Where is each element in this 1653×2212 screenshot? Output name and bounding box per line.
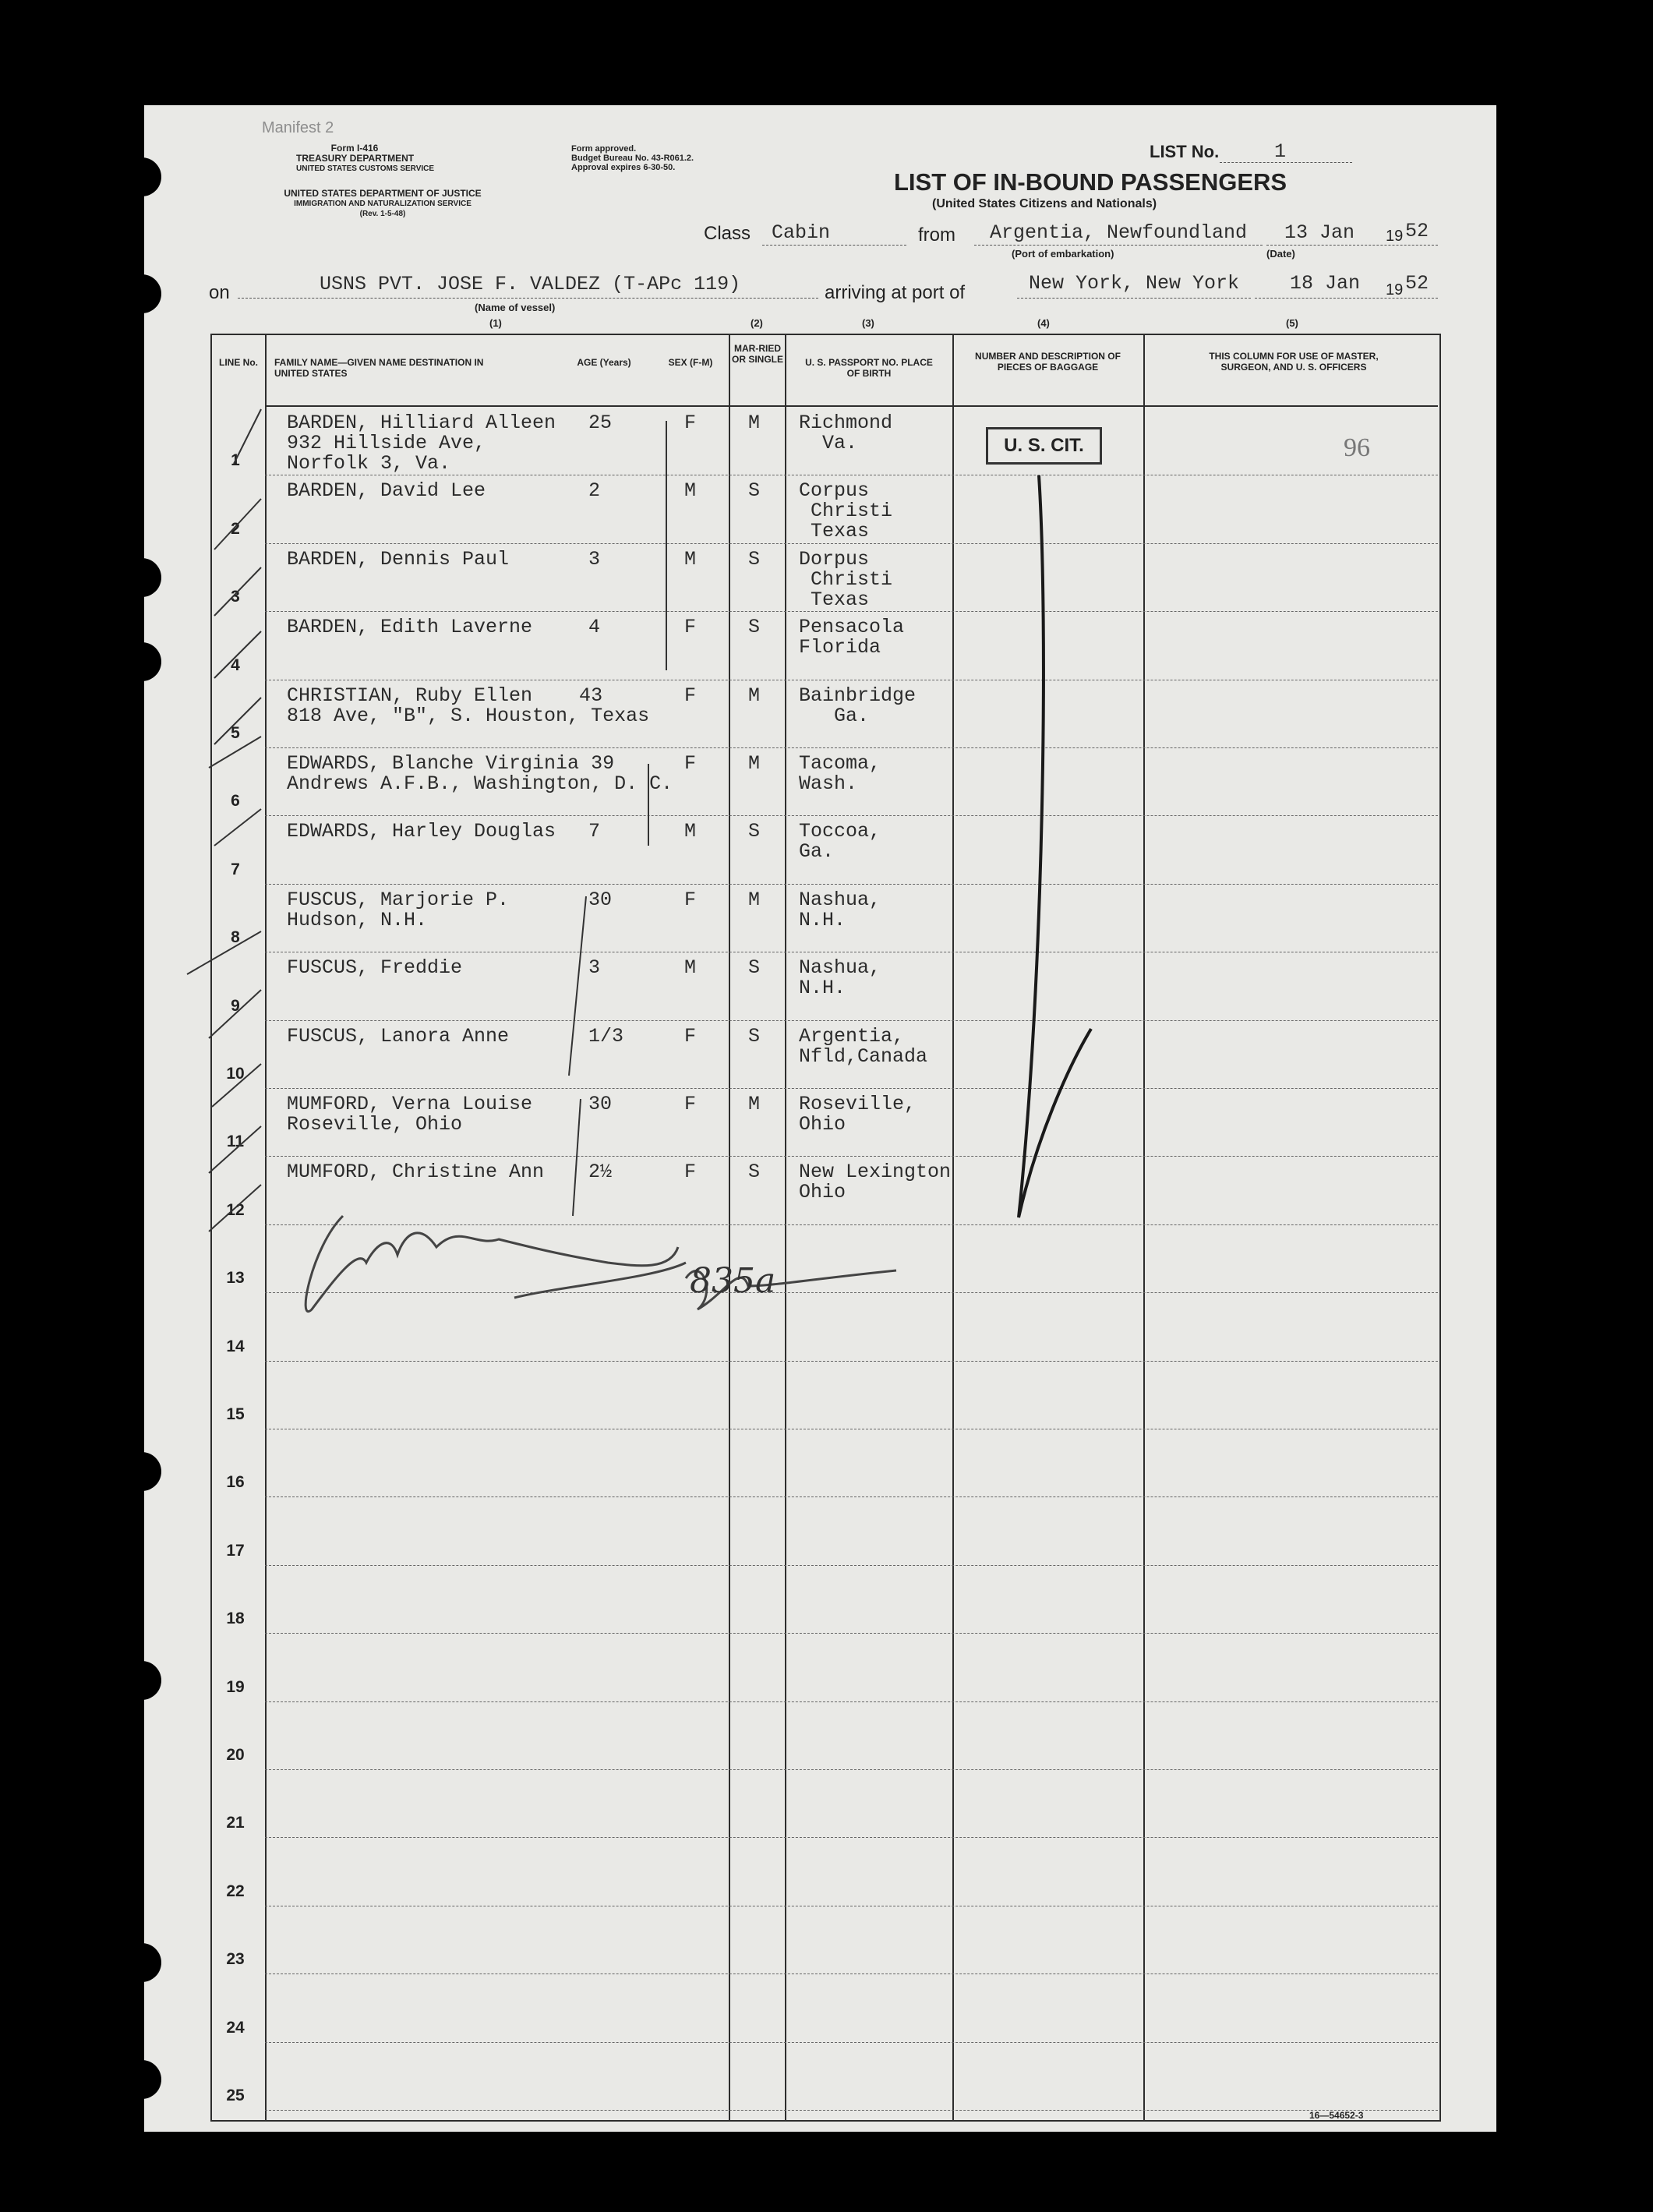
arrival-date: 18 Jan [1290,272,1361,295]
cell-ms: M [748,888,761,911]
cell-name: CHRISTIAN, Ruby Ellen 43 818 Ave, "B", S. Houston, Texas [287,684,650,727]
col-number: (4) [1037,317,1050,329]
port-of-embarkation: Argentia, Newfoundland [990,221,1248,244]
line-number: 12 [226,1200,245,1219]
cell-sex: F [684,684,697,707]
page-subtitle: (United States Citizens and Nationals) [932,197,1157,210]
cell-birth: Richmond Va. [799,412,893,454]
cell-ms: S [748,1024,761,1048]
cell-name: BARDEN, Dennis Paul [287,547,510,571]
line-number: 4 [231,655,240,674]
cell-name: EDWARDS, Harley Douglas [287,820,556,843]
margin-ticks [187,409,261,1231]
cell-age: 2 [588,479,601,503]
cell-ms: S [748,820,761,843]
cell-birth: Tacoma, Wash. [799,752,881,795]
department-line: IMMIGRATION AND NATURALIZATION SERVICE [294,200,472,208]
line-number: 25 [226,2087,245,2104]
line-number: 20 [226,1746,245,1764]
line-number: 9 [231,996,240,1015]
arrival-port: New York, New York [1029,272,1240,295]
cell-ms: M [748,412,761,434]
cell-age: 7 [588,820,601,843]
cell-sex: M [684,956,697,980]
year-prefix: 19 [1386,228,1404,245]
line-number: 13 [226,1269,245,1288]
cell-sex: F [684,1161,697,1184]
footer-code: 16—54652-3 [1309,2110,1364,2121]
cell-sex: M [684,820,697,843]
line-number: 19 [226,1677,245,1696]
line-number: 22 [226,1882,245,1900]
department-line: UNITED STATES DEPARTMENT OF JUSTICE [284,188,482,199]
cell-ms: M [748,752,761,775]
cell-birth: Corpus Christi Texas [799,479,893,543]
cell-age: 2½ [588,1161,613,1184]
bracket-lines [569,421,666,1216]
cell-sex: F [684,1093,697,1115]
approval-line: Approval expires 6-30-50. [571,163,676,172]
class-value: Cabin [772,221,831,244]
arrival-year: 52 [1405,272,1429,295]
col-header-sex: SEX (F-M) [668,357,713,368]
col-header-baggage: NUMBER AND DESCRIPTION OF PIECES OF BAGGAGE [975,351,1121,373]
cell-sex: F [684,412,697,434]
line-number: 7 [231,860,240,878]
cell-age: 30 [588,888,613,911]
col-header-line-no: LINE No. [219,357,258,368]
cell-sex: F [684,752,697,775]
line-number: 15 [226,1405,245,1423]
line-number: 16 [226,1473,245,1492]
col-header-married: MAR-RIED OR SINGLE [731,343,783,365]
col-number: (1) [489,317,502,329]
col-number: (2) [751,317,763,329]
line-number: 5 [231,724,240,742]
cell-ms: M [748,1093,761,1115]
approval-line: Form approved. [571,144,637,154]
us-citizen-stamp: U. S. CIT. [986,427,1102,465]
page-title: LIST OF IN-BOUND PASSENGERS [894,168,1287,196]
cell-birth: Toccoa, Ga. [799,820,881,864]
check-mark [1019,475,1091,1217]
cell-birth: Argentia, Nfld,Canada [799,1024,928,1068]
cell-sex: F [684,1024,697,1048]
cell-name: MUMFORD, Christine Ann [287,1161,545,1184]
cell-name: FUSCUS, Lanora Anne [287,1024,510,1048]
cell-ms: S [748,479,761,503]
cell-birth: Roseville, Ohio [799,1093,917,1136]
col-header-passport: U. S. PASSPORT NO. PLACE OF BIRTH [805,357,933,379]
cell-birth: Nashua, N.H. [799,956,881,1000]
cell-age: 25 [588,412,613,434]
list-no-value: 1 [1274,140,1287,163]
col-number: (3) [862,317,874,329]
signature-number: 835a [690,1261,776,1301]
cell-age: 1/3 [588,1024,624,1048]
line-number: 6 [231,792,240,811]
cell-ms: M [748,684,761,707]
class-label: Class [704,223,751,244]
line-number: 23 [226,1950,245,1969]
vessel-caption: (Name of vessel) [475,302,556,313]
year-prefix: 19 [1386,281,1404,299]
arriving-label: arriving at port of [825,282,966,303]
officer-note: 96 [1344,433,1370,462]
signature [306,1216,686,1312]
cell-name: BARDEN, Hilliard Alleen 932 Hillside Ave, Norfolk 3, Va. [287,412,556,475]
approval-line: Budget Bureau No. 43-R061.2. [571,154,694,163]
date-caption: (Date) [1266,248,1295,260]
cell-ms: S [748,1161,761,1184]
service-name: UNITED STATES CUSTOMS SERVICE [296,164,435,173]
on-label: on [209,282,230,303]
cell-age: 3 [588,547,601,571]
line-number: 1 [231,451,240,470]
cell-age: 3 [588,956,601,980]
cell-birth: Dorpus Christi Texas [799,547,893,611]
line-number: 18 [226,1610,245,1628]
line-number: 14 [226,1337,245,1355]
from-label: from [918,224,955,246]
cell-name: EDWARDS, Blanche Virginia 39 Andrews A.F.B., Washington, D. C. [287,752,673,795]
cell-sex: F [684,888,697,911]
cell-name: FUSCUS, Marjorie P. Hudson, N.H. [287,888,510,931]
cell-sex: F [684,616,697,639]
line-number: 3 [231,588,240,606]
line-number: 21 [226,1814,245,1832]
line-number: 24 [226,2018,245,2037]
cell-name: BARDEN, David Lee [287,479,486,503]
cell-sex: M [684,547,697,571]
line-number: 11 [226,1133,245,1151]
cell-birth: New Lexington Ohio [799,1161,952,1204]
cell-age: 30 [588,1093,613,1115]
cell-name: BARDEN, Edith Laverne [287,616,533,639]
form-number: Form I-416 [330,143,379,154]
cell-ms: S [748,547,761,571]
cell-ms: S [748,616,761,639]
cell-sex: M [684,479,697,503]
departure-date: 13 Jan [1284,221,1355,244]
vessel-name: USNS PVT. JOSE F. VALDEZ (T-APc 119) [320,273,741,295]
col-header-name: FAMILY NAME—GIVEN NAME DESTINATION IN UNITED STATES [274,357,484,379]
department-line: (Rev. 1-5-48) [359,210,406,218]
cell-birth: Nashua, N.H. [799,888,881,931]
departure-year: 52 [1405,220,1429,242]
line-number: 8 [231,928,240,947]
list-no-label: LIST No. [1150,142,1220,161]
port-caption: (Port of embarkation) [1012,248,1114,260]
cell-name: MUMFORD, Verna Louise Roseville, Ohio [287,1093,533,1136]
cell-birth: Pensacola Florida [799,616,905,659]
cell-name: FUSCUS, Freddie [287,956,463,980]
manifest-note: Manifest 2 [262,119,334,136]
col-header-age: AGE (Years) [577,357,631,368]
cell-ms: S [748,956,761,980]
line-number: 2 [231,519,240,538]
line-number: 10 [226,1065,245,1083]
department-name: TREASURY DEPARTMENT [296,153,415,164]
cell-age: 4 [588,616,601,639]
col-header-officers: THIS COLUMN FOR USE OF MASTER, SURGEON, AND U. S. OFFICERS [1209,351,1379,373]
cell-birth: Bainbridge Ga. [799,684,917,727]
col-number: (5) [1286,317,1298,329]
line-number: 17 [226,1541,245,1560]
